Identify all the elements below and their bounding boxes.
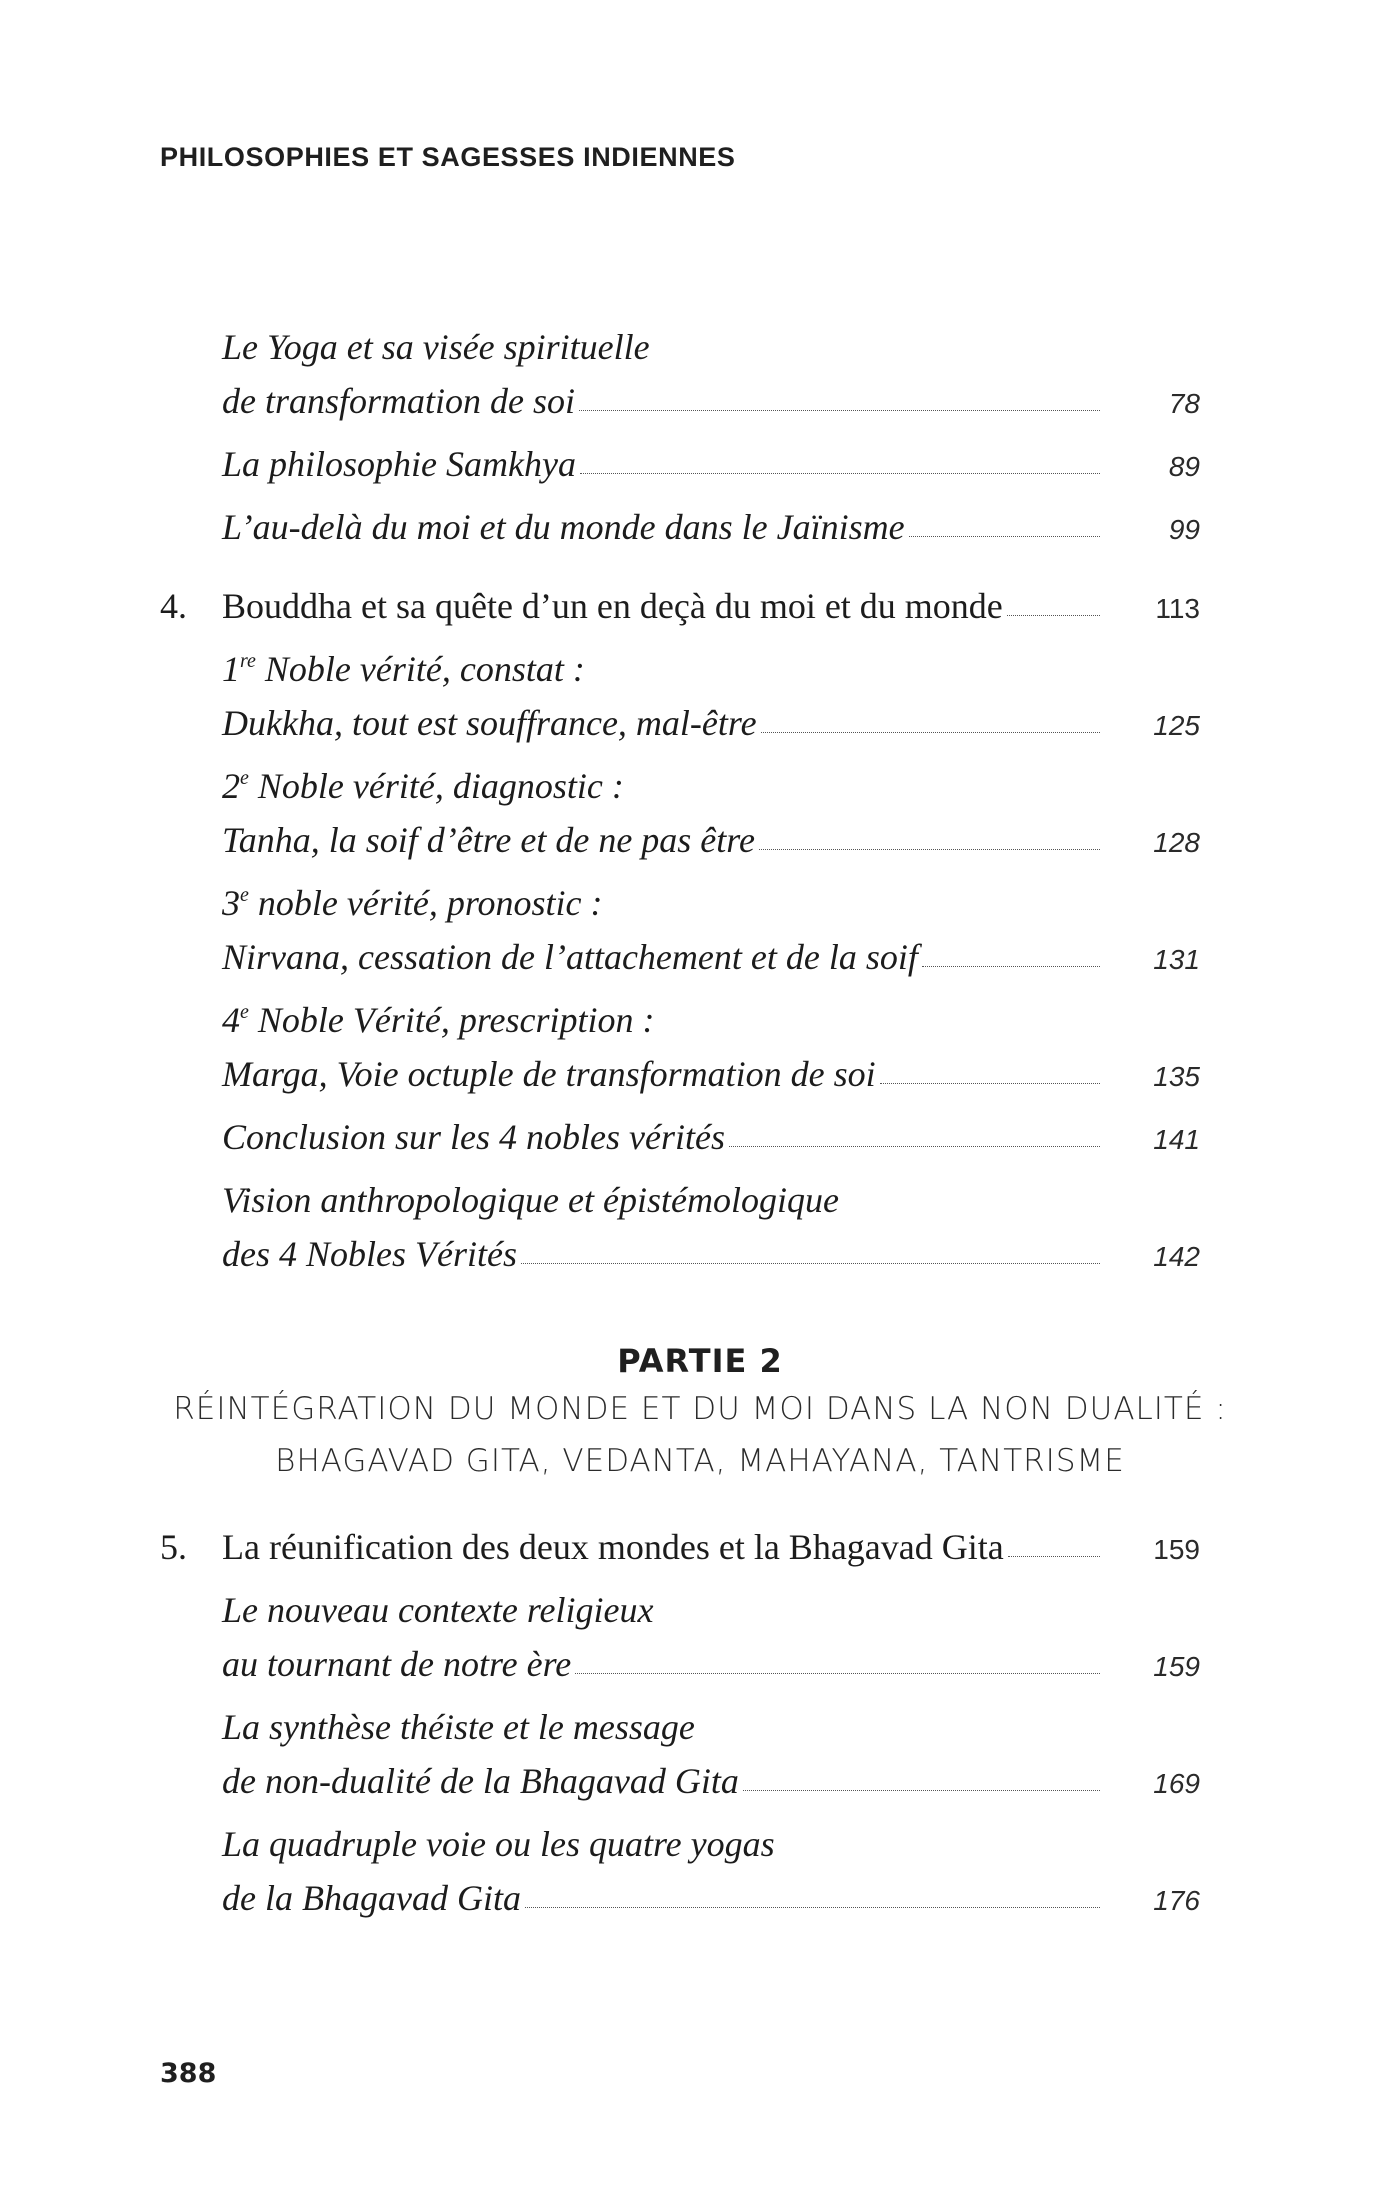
part-2-heading bbox=[0, 1342, 1400, 1484]
toc-entry[interactable] bbox=[160, 993, 1200, 1104]
toc-section-yoga bbox=[160, 320, 1200, 1284]
toc-entry-line: Marga, Voie octuple de transformation de soi bbox=[222, 1054, 876, 1094]
toc-entry-line: de la Bhagavad Gita bbox=[222, 1878, 521, 1918]
dot-leader bbox=[759, 849, 1100, 850]
toc-entry[interactable] bbox=[160, 642, 1200, 753]
part-subtitle-line: RÉINTÉGRATION DU MONDE ET DU MOI DANS LA NON DUALITÉ : bbox=[173, 1391, 1227, 1427]
ordinal: 1 bbox=[222, 649, 240, 689]
toc-page-number: 141 bbox=[1153, 1124, 1200, 1155]
dot-leader bbox=[909, 536, 1100, 537]
toc-entry-line: Le Yoga et sa visée spirituelle bbox=[222, 327, 650, 367]
dot-leader bbox=[580, 473, 1100, 474]
toc-entry-line: Le nouveau contexte religieux bbox=[222, 1590, 654, 1630]
toc-entry[interactable] bbox=[160, 1817, 1200, 1928]
ordinal: 2 bbox=[222, 766, 240, 806]
toc-entry-line: Noble Vérité, prescription : bbox=[248, 1000, 655, 1040]
dot-leader bbox=[579, 410, 1100, 411]
toc-entry-line: L’au-delà du moi et du monde dans le Jaïnisme bbox=[222, 507, 905, 547]
toc-entry[interactable] bbox=[160, 759, 1200, 870]
dot-leader bbox=[880, 1083, 1100, 1084]
toc-chapter-5[interactable] bbox=[160, 1520, 1200, 1577]
toc-entry-line: noble vérité, pronostic : bbox=[248, 883, 603, 923]
toc-page-number: 159 bbox=[1153, 1534, 1200, 1565]
toc-entry-line: Vision anthropologique et épistémologique bbox=[222, 1180, 839, 1220]
toc-entry-line: Noble vérité, constat : bbox=[255, 649, 585, 689]
toc-chapter-4[interactable] bbox=[160, 579, 1200, 636]
toc-entry-line: Dukkha, tout est souffrance, mal-être bbox=[222, 703, 757, 743]
toc-section-gita bbox=[160, 1520, 1200, 1928]
running-head: PHILOSOPHIES ET SAGESSES INDIENNES bbox=[160, 142, 736, 172]
toc-entry[interactable] bbox=[160, 1583, 1200, 1694]
chapter-number: 5. bbox=[160, 1527, 187, 1567]
toc-entry-line: Noble vérité, diagnostic : bbox=[248, 766, 624, 806]
toc-page-number: 89 bbox=[1168, 451, 1200, 482]
chapter-number: 4. bbox=[160, 586, 187, 626]
toc-page-number: 159 bbox=[1153, 1651, 1200, 1682]
toc-entry-line: Nirvana, cessation de l’attachement et de la soif bbox=[222, 937, 918, 977]
part-subtitle-line: BHAGAVAD GITA, VEDANTA, MAHAYANA, TANTRISME bbox=[275, 1443, 1125, 1479]
part-title: PARTIE 2 bbox=[617, 1342, 783, 1380]
chapter-title: Bouddha et sa quête d’un en deçà du moi et du monde bbox=[222, 586, 1003, 626]
toc-page-number: 169 bbox=[1153, 1768, 1200, 1799]
ordinal-suffix: e bbox=[240, 884, 249, 906]
toc-entry-line: au tournant de notre ère bbox=[222, 1644, 572, 1684]
dot-leader bbox=[729, 1146, 1100, 1147]
chapter-title: La réunification des deux mondes et la Bhagavad Gita bbox=[222, 1527, 1004, 1567]
toc-entry-line: La philosophie Samkhya bbox=[222, 444, 576, 484]
dot-leader bbox=[525, 1907, 1100, 1908]
toc-entry-line: de transformation de soi bbox=[222, 381, 576, 421]
toc-page-number: 131 bbox=[1153, 944, 1200, 975]
dot-leader bbox=[1008, 1556, 1100, 1557]
ordinal: 3 bbox=[222, 883, 240, 923]
toc-page-number: 78 bbox=[1168, 388, 1200, 419]
ordinal: 4 bbox=[222, 1000, 240, 1040]
dot-leader bbox=[1007, 615, 1100, 616]
dot-leader bbox=[521, 1263, 1100, 1264]
toc-page-number: 142 bbox=[1153, 1241, 1200, 1272]
toc-entry[interactable] bbox=[160, 1700, 1200, 1811]
toc-entry-line: de non-dualité de la Bhagavad Gita bbox=[222, 1761, 739, 1801]
toc-entry-line: Tanha, la soif d’être et de ne pas être bbox=[222, 820, 755, 860]
toc-entry[interactable] bbox=[160, 320, 1200, 431]
ordinal-suffix: e bbox=[240, 1001, 249, 1023]
ordinal-suffix: re bbox=[240, 650, 256, 672]
toc-entry[interactable] bbox=[160, 1173, 1200, 1284]
toc-page-number: 176 bbox=[1153, 1885, 1200, 1916]
toc-entry[interactable] bbox=[160, 876, 1200, 987]
toc-entry-line: La quadruple voie ou les quatre yogas bbox=[222, 1824, 775, 1864]
dot-leader bbox=[743, 1790, 1100, 1791]
toc-entry[interactable] bbox=[160, 1110, 1200, 1167]
toc-page-number: 135 bbox=[1153, 1061, 1200, 1092]
dot-leader bbox=[761, 732, 1100, 733]
toc-entry-line: Conclusion sur les 4 nobles vérités bbox=[222, 1117, 725, 1157]
toc-entry-line: des 4 Nobles Vérités bbox=[222, 1234, 517, 1274]
toc-page-number: 128 bbox=[1153, 827, 1200, 858]
ordinal-suffix: e bbox=[240, 767, 249, 789]
toc-page-number: 99 bbox=[1168, 514, 1200, 545]
toc-entry-line: La synthèse théiste et le message bbox=[222, 1707, 695, 1747]
toc-page-number: 113 bbox=[1155, 593, 1200, 624]
dot-leader bbox=[922, 966, 1100, 967]
toc-entry[interactable] bbox=[160, 500, 1200, 557]
toc-page-number: 125 bbox=[1153, 710, 1200, 741]
dot-leader bbox=[575, 1673, 1100, 1674]
toc-entry[interactable] bbox=[160, 437, 1200, 494]
page-number: 388 bbox=[160, 2058, 217, 2089]
